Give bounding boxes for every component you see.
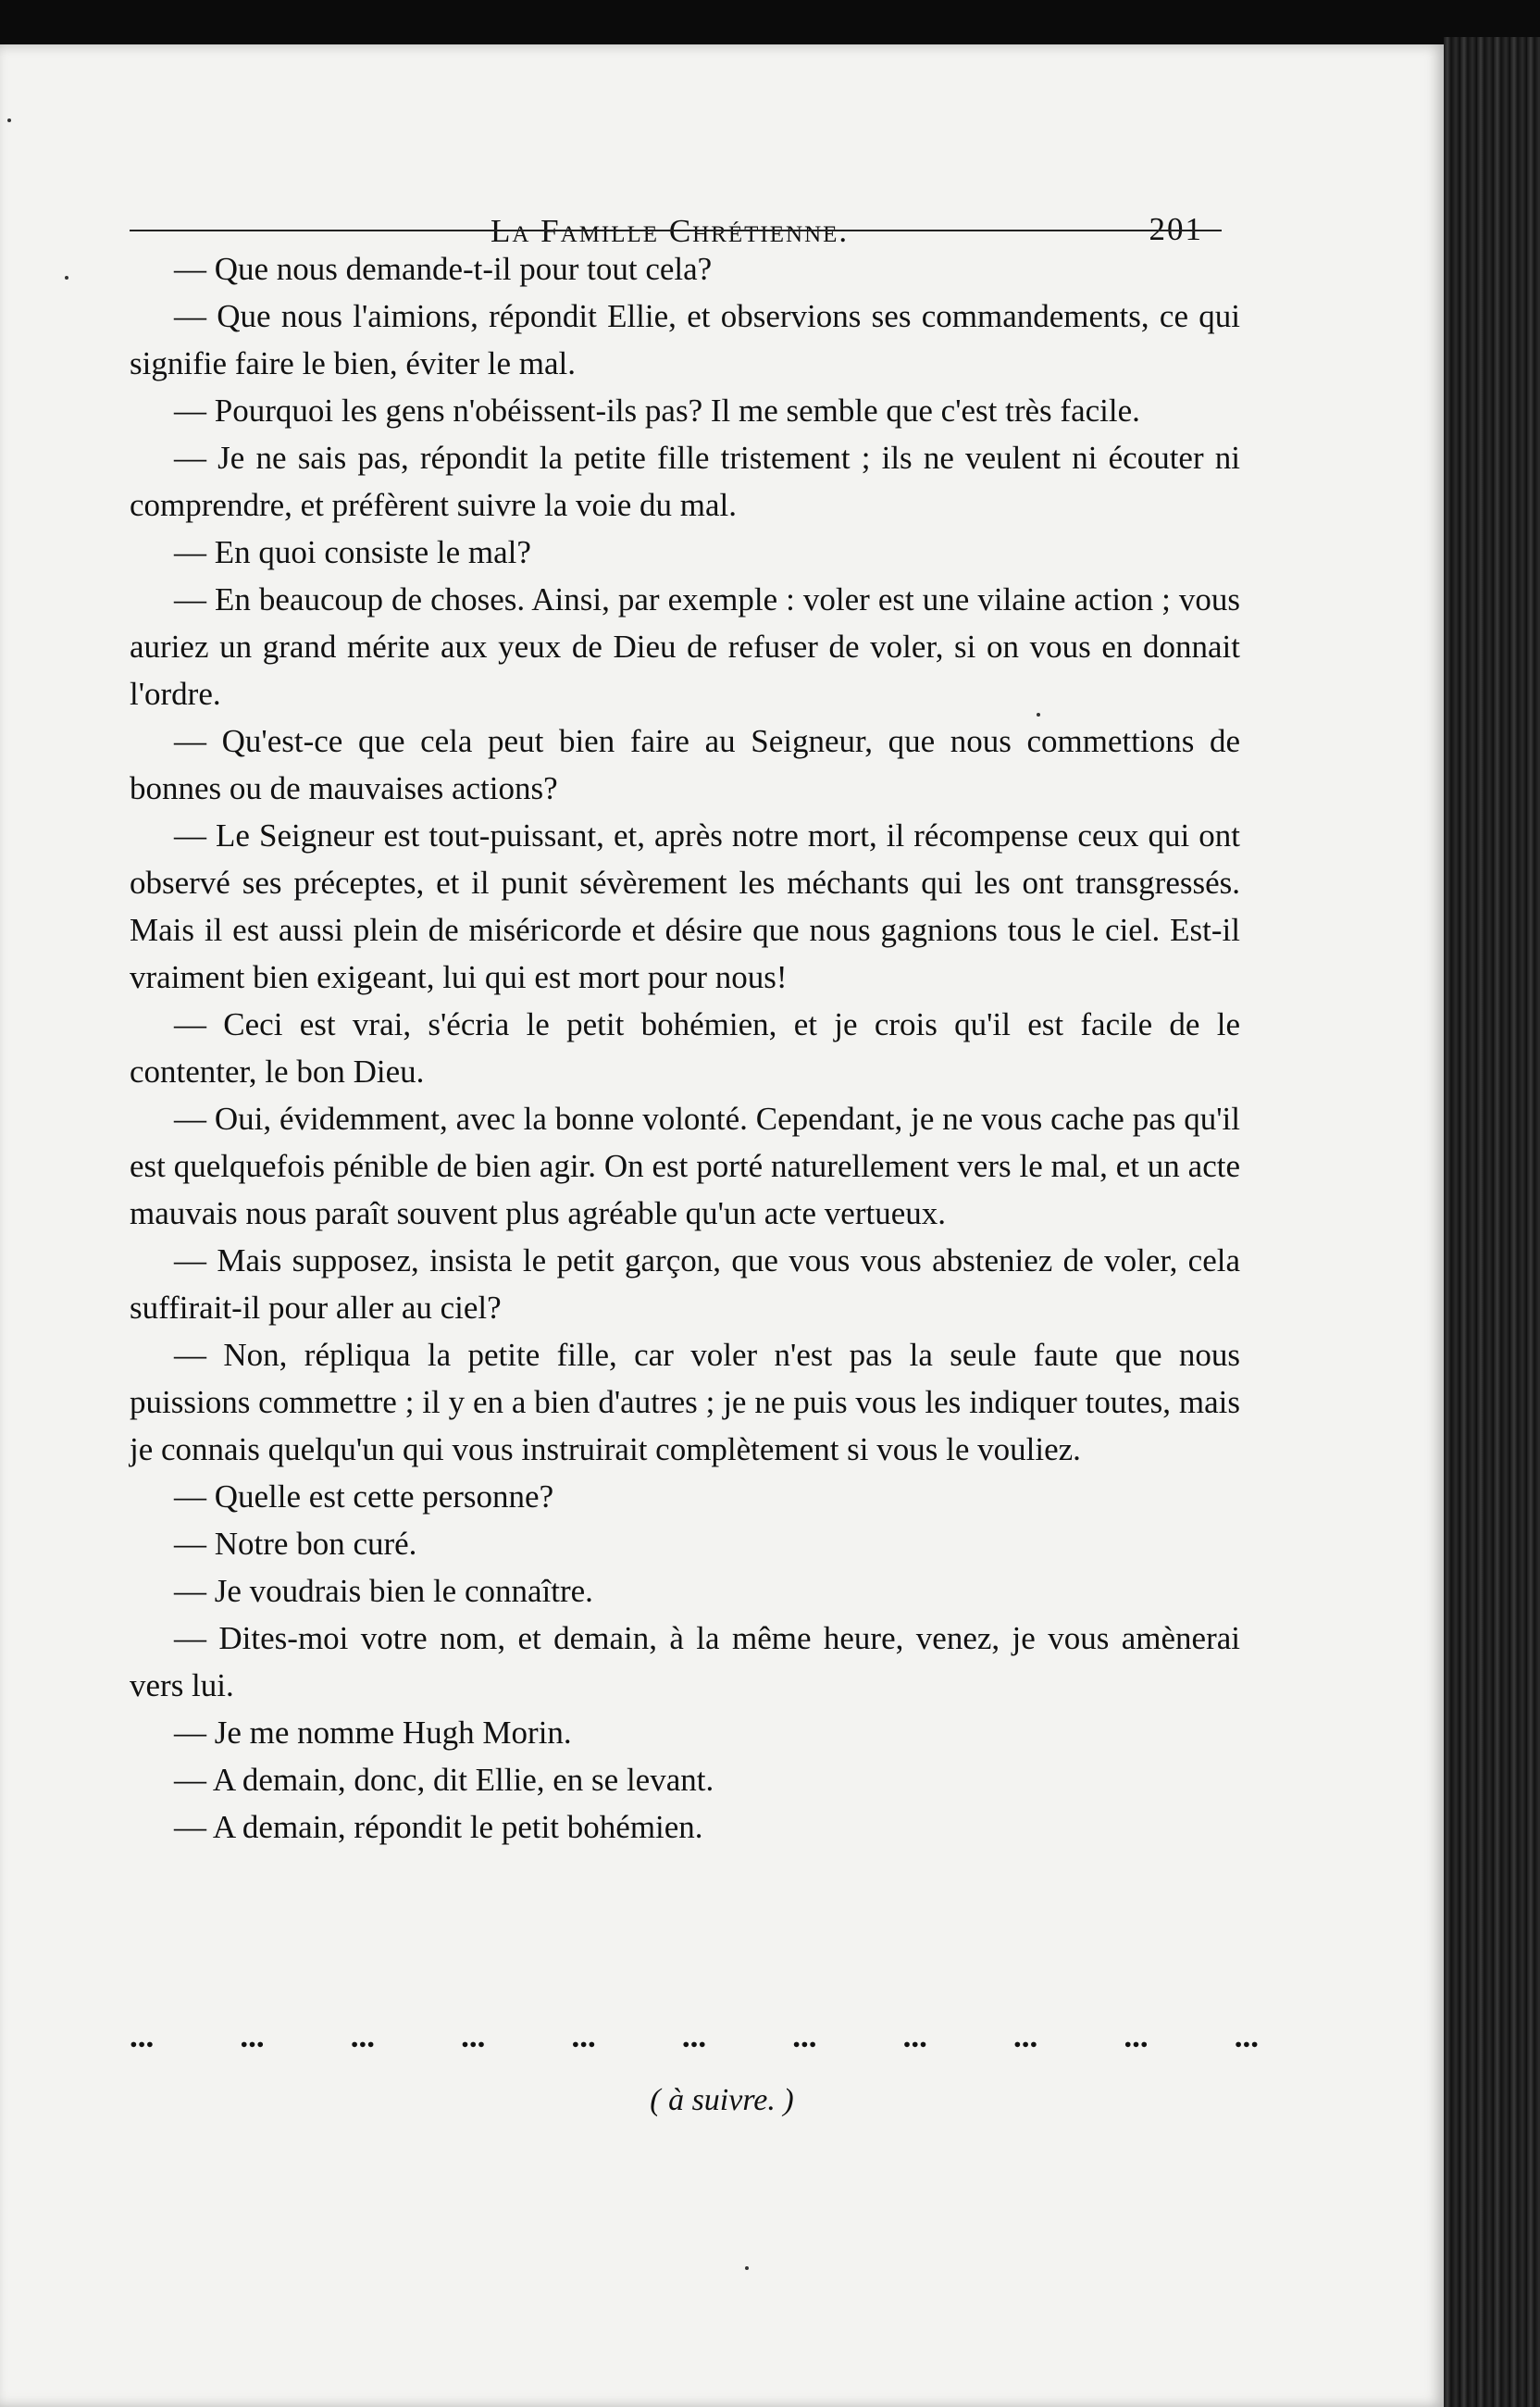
paragraph: — En beaucoup de choses. Ainsi, par exemple : voler est une vilaine action ; vous auriez un grand mérite aux yeux de Dieu de refuser de voler, si on vous en donnait l'ordre. [130,581,1240,712]
book-page-edge [1444,37,1540,2407]
section-separator-dots [130,2018,1259,2055]
paragraph: — Pourquoi les gens n'obéissent-ils pas? Il me semble que c'est très facile. [174,393,1140,429]
page-number: 201 [1149,211,1203,247]
paragraph: — En quoi consiste le mal? [174,534,531,570]
paragraph: — A demain, répondit le petit bohémien. [174,1809,703,1845]
paragraph: — Que nous l'aimions, répondit Ellie, et observions ses commandements, ce qui signifie faire le bien, éviter le mal. [130,298,1240,381]
ellipsis: ... [792,2018,817,2054]
continuation-note: ( à suivre. ) [650,2083,794,2117]
paragraph: — Que nous demande-t-il pour tout cela? [174,251,713,287]
dust-speck [745,2266,749,2270]
paragraph: — Le Seigneur est tout-puissant, et, après notre mort, il récompense ceux qui ont observé ses préceptes, et il punit sévèrement les méchants qui les ont transgressés. Mais il est aussi plein de miséricorde et désire que nous gagnions tous le ciel. Est-il vraiment bien exigeant, lui qui est mort pour nous! [130,817,1240,995]
paragraph: — Je voudrais bien le connaître. [174,1573,593,1609]
paragraph: — Notre bon curé. [174,1526,417,1562]
ellipsis: ... [571,2018,596,2054]
dust-speck [7,118,11,122]
ellipsis: ... [350,2018,375,2054]
ellipsis: ... [902,2018,927,2054]
ellipsis: ... [461,2018,486,2054]
paragraph: — Dites-moi votre nom, et demain, à la même heure, venez, je vous amènerai vers lui. [130,1620,1240,1703]
ellipsis: ... [1234,2018,1259,2054]
paragraph: — A demain, donc, dit Ellie, en se levant. [174,1762,714,1798]
dust-speck [65,276,68,280]
ellipsis: ... [1013,2018,1038,2054]
paragraph: — Oui, évidemment, avec la bonne volonté. Cependant, je ne vous cache pas qu'il est quelquefois pénible de bien agir. On est porté naturellement vers le mal, et un acte mauvais nous paraît souvent plus agréable qu'un acte vertueux. [130,1101,1240,1231]
paragraph: — Je me nomme Hugh Morin. [174,1715,572,1751]
paragraph: — Je ne sais pas, répondit la petite fille tristement ; ils ne veulent ni écouter ni comprendre, et préfèrent suivre la voie du mal. [130,440,1240,523]
paragraph: — Non, répliqua la petite fille, car voler n'est pas la seule faute que nous puissions commettre ; il y en a bien d'autres ; je ne puis vous les indiquer toutes, mais je connais quelqu'un qui vous instruirait complètement si vous le vouliez. [130,1337,1240,1467]
running-title: La Famille Chrétienne. [491,213,850,249]
header-rule [130,230,1222,231]
paragraph: — Mais supposez, insista le petit garçon, que vous vous absteniez de voler, cela suffirait-il pour aller au ciel? [130,1242,1240,1326]
ellipsis: ... [130,2018,155,2054]
paragraph: — Quelle est cette personne? [174,1478,554,1515]
paragraph: — Ceci est vrai, s'écria le petit bohémien, et je crois qu'il est facile de le contenter, le bon Dieu. [130,1006,1240,1090]
body-text [130,245,1240,1851]
ellipsis: ... [681,2018,707,2054]
ellipsis: ... [1124,2018,1149,2054]
paragraph: — Qu'est-ce que cela peut bien faire au Seigneur, que nous commettions de bonnes ou de mauvaises actions? [130,723,1240,806]
ellipsis: ... [240,2018,265,2054]
